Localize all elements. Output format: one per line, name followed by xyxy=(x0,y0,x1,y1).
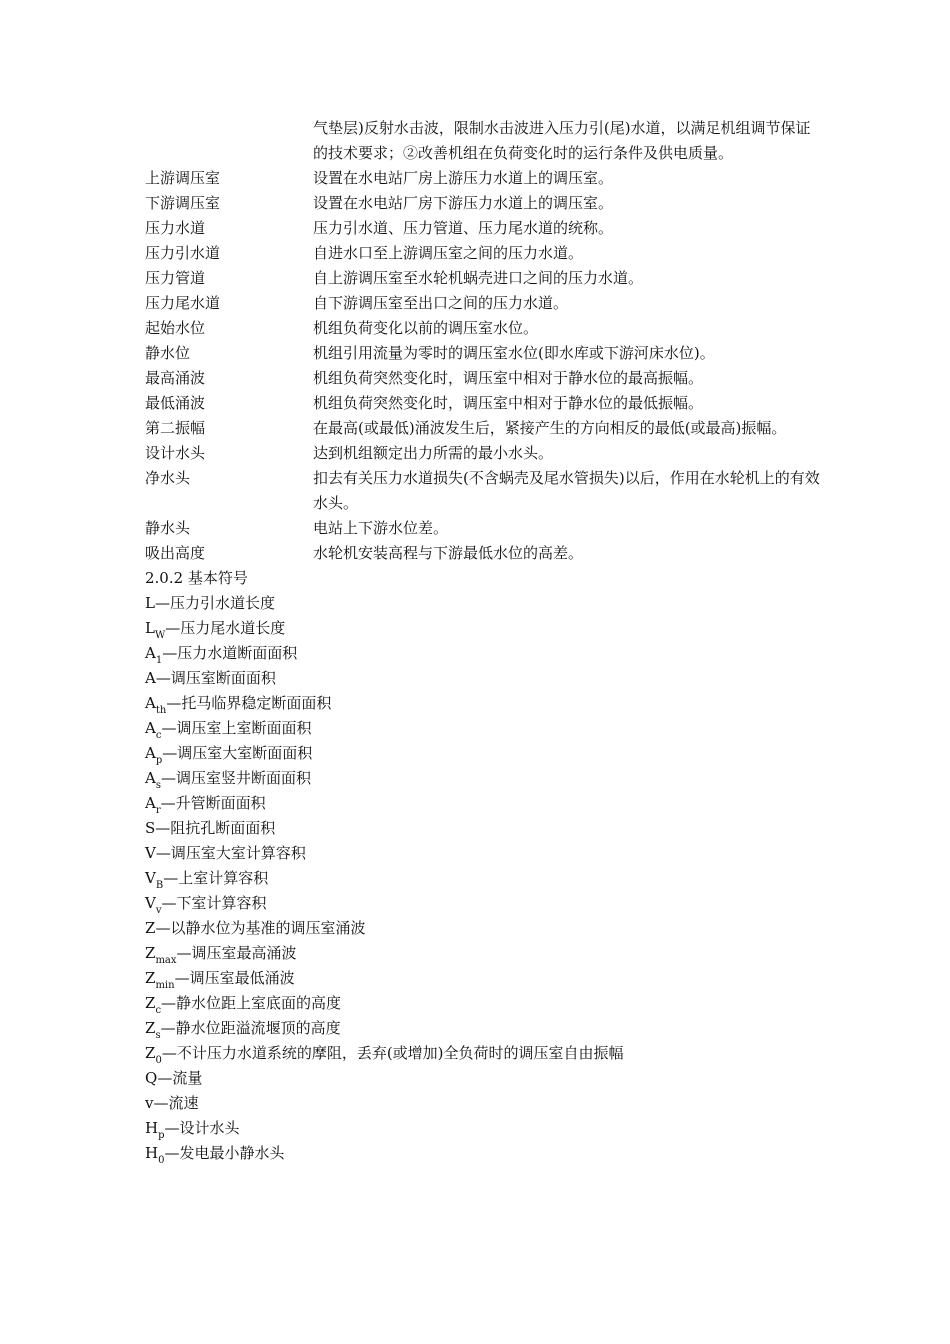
term-definition: 设置在水电站厂房下游压力水道上的调压室。 xyxy=(313,194,614,212)
symbol-description: —设计水头 xyxy=(164,1119,240,1137)
term-name: 压力引水道 xyxy=(145,244,221,262)
term-name: 压力管道 xyxy=(145,269,206,287)
term-name: 设计水头 xyxy=(145,444,206,462)
term-definition: 机组负荷突然变化时，调压室中相对于静水位的最高振幅。 xyxy=(313,369,704,387)
term-name: 净水头 xyxy=(145,469,191,487)
symbol-letter: L xyxy=(145,619,155,637)
symbol-letter: V xyxy=(145,844,156,862)
term-definition: 在最高(或最低)涌波发生后，紧接产生的方向相反的最低(或最高)振幅。 xyxy=(313,419,787,437)
symbol-list xyxy=(145,591,825,1166)
term-name: 静水头 xyxy=(145,519,191,537)
symbol-row xyxy=(145,916,825,941)
symbol-subscript: 0 xyxy=(158,1155,165,1166)
section-title: 2.0.2 基本符号 xyxy=(145,569,248,587)
symbol-subscript: W xyxy=(154,630,166,641)
term-row xyxy=(145,166,825,191)
symbol-description: —下室计算容积 xyxy=(161,894,267,912)
symbol-description: —调压室大室计算容积 xyxy=(155,844,306,862)
symbol-letter: H xyxy=(145,1119,159,1137)
term-row xyxy=(145,391,825,416)
symbol-description: —压力尾水道长度 xyxy=(165,619,286,637)
symbol-letter: A xyxy=(145,744,156,762)
symbol-row xyxy=(145,1116,825,1141)
symbol-row xyxy=(145,1091,825,1116)
symbol-subscript: r xyxy=(155,805,161,816)
symbol-letter: A xyxy=(145,694,156,712)
symbol-description: —压力水道断面面积 xyxy=(162,644,298,662)
symbol-description: —流量 xyxy=(157,1069,203,1087)
symbol-row xyxy=(145,666,825,691)
symbol-description: —调压室大室断面面积 xyxy=(162,744,313,762)
symbol-subscript: c xyxy=(155,1005,162,1016)
term-name: 下游调压室 xyxy=(145,194,221,212)
term-name: 起始水位 xyxy=(145,319,206,337)
symbol-row xyxy=(145,1016,825,1041)
symbol-subscript: c xyxy=(155,730,162,741)
symbol-letter: A xyxy=(145,794,156,812)
symbol-letter: A xyxy=(145,669,156,687)
symbol-subscript: max xyxy=(155,955,177,966)
term-definition: 自下游调压室至出口之间的压力水道。 xyxy=(313,294,569,312)
symbol-row xyxy=(145,741,825,766)
term-name: 最低涌波 xyxy=(145,394,206,412)
symbol-row xyxy=(145,591,825,616)
term-definition: 机组负荷突然变化时，调压室中相对于静水位的最低振幅。 xyxy=(313,394,704,412)
term-name: 吸出高度 xyxy=(145,544,206,562)
symbol-row xyxy=(145,791,825,816)
term-definition-list xyxy=(145,166,825,566)
term-definition: 扣去有关压力水道损失(不含蜗壳及尾水管损失)以后，作用在水轮机上的有效水头。 xyxy=(313,469,820,512)
term-row xyxy=(145,541,825,566)
symbol-subscript: th xyxy=(155,705,167,716)
term-definition: 机组负荷变化以前的调压室水位。 xyxy=(313,319,539,337)
symbol-letter: Z xyxy=(145,969,156,987)
symbol-row xyxy=(145,1066,825,1091)
symbol-row xyxy=(145,766,825,791)
term-definition: 达到机组额定出力所需的最小水头。 xyxy=(313,444,554,462)
term-row xyxy=(145,191,825,216)
term-row xyxy=(145,266,825,291)
term-row xyxy=(145,516,825,541)
term-row xyxy=(145,341,825,366)
symbol-description: —升管断面面积 xyxy=(160,794,266,812)
symbol-letter: Z xyxy=(145,994,156,1012)
term-row xyxy=(145,316,825,341)
symbol-description: —调压室最高涌波 xyxy=(176,944,297,962)
symbol-description: —以静水位为基准的调压室涌波 xyxy=(155,919,366,937)
symbol-letter: A xyxy=(145,644,156,662)
symbol-description: —调压室最低涌波 xyxy=(174,969,295,987)
symbol-row xyxy=(145,941,825,966)
symbol-description: —不计压力水道系统的摩阻，丢弃(或增加)全负荷时的调压室自由振幅 xyxy=(161,1044,624,1062)
symbol-row xyxy=(145,616,825,641)
symbol-row xyxy=(145,691,825,716)
symbol-row xyxy=(145,816,825,841)
symbol-subscript: s xyxy=(155,1030,161,1041)
symbol-letter: H xyxy=(145,1144,159,1162)
symbol-description: —上室计算容积 xyxy=(163,869,269,887)
term-row xyxy=(145,291,825,316)
term-name: 上游调压室 xyxy=(145,169,221,187)
symbol-row xyxy=(145,1041,825,1066)
symbol-subscript: B xyxy=(155,880,164,891)
symbol-row xyxy=(145,641,825,666)
symbol-letter: Q xyxy=(145,1069,158,1087)
symbol-letter: V xyxy=(145,869,156,887)
symbol-row xyxy=(145,841,825,866)
symbol-description: —托马临界稳定断面面积 xyxy=(166,694,332,712)
term-name: 静水位 xyxy=(145,344,191,362)
symbol-letter: V xyxy=(145,894,156,912)
symbol-row xyxy=(145,1141,825,1166)
symbol-subscript: 1 xyxy=(155,655,163,666)
symbol-subscript: min xyxy=(155,980,175,991)
symbol-description: —调压室断面面积 xyxy=(155,669,276,687)
symbol-subscript: s xyxy=(155,780,161,791)
term-definition: 机组引用流量为零时的调压室水位(即水库或下游河床水位)。 xyxy=(313,344,715,362)
term-row xyxy=(145,366,825,391)
term-definition: 设置在水电站厂房上游压力水道上的调压室。 xyxy=(313,169,614,187)
symbol-row xyxy=(145,966,825,991)
symbol-description: —压力引水道长度 xyxy=(154,594,275,612)
symbol-letter: v xyxy=(145,1094,154,1112)
symbol-subscript: v xyxy=(155,905,162,916)
term-definition: 电站上下游水位差。 xyxy=(313,519,449,537)
term-name: 最高涌波 xyxy=(145,369,206,387)
symbol-row xyxy=(145,716,825,741)
term-row xyxy=(145,241,825,266)
term-row xyxy=(145,441,825,466)
symbol-letter: Z xyxy=(145,919,156,937)
symbol-letter: Z xyxy=(145,1044,156,1062)
symbol-description: —静水位距溢流堰顶的高度 xyxy=(160,1019,341,1037)
symbol-subscript: p xyxy=(158,1130,165,1141)
symbol-description: —阻抗孔断面面积 xyxy=(155,819,276,837)
term-row xyxy=(145,416,825,441)
term-row xyxy=(145,216,825,241)
term-name: 压力水道 xyxy=(145,219,206,237)
symbol-row xyxy=(145,991,825,1016)
symbol-description: —发电最小静水头 xyxy=(164,1144,285,1162)
symbol-subscript: p xyxy=(155,755,163,766)
symbol-row xyxy=(145,891,825,916)
term-definition: 水轮机安装高程与下游最低水位的高差。 xyxy=(313,544,584,562)
symbol-subscript: 0 xyxy=(155,1055,162,1066)
term-name: 第二振幅 xyxy=(145,419,206,437)
term-row xyxy=(145,466,825,516)
symbol-letter: S xyxy=(145,819,156,837)
term-definition: 自进水口至上游调压室之间的压力水道。 xyxy=(313,244,584,262)
symbol-description: —静水位距上室底面的高度 xyxy=(161,994,342,1012)
symbol-description: —调压室竖井断面面积 xyxy=(160,769,311,787)
symbol-description: —调压室上室断面面积 xyxy=(161,719,312,737)
symbol-letter: A xyxy=(145,719,156,737)
continuation-paragraph: 气垫层)反射水击波，限制水击波进入压力引(尾)水道，以满足机组调节保证的技术要求；②改善机组在负荷变化时的运行条件及供电质量。 xyxy=(313,119,811,162)
symbol-description: —流速 xyxy=(153,1094,199,1112)
symbol-letter: Z xyxy=(145,944,156,962)
symbol-letter: A xyxy=(145,769,156,787)
term-name: 压力尾水道 xyxy=(145,294,221,312)
term-definition: 压力引水道、压力管道、压力尾水道的统称。 xyxy=(313,219,614,237)
document-page xyxy=(145,116,825,1166)
symbol-row xyxy=(145,866,825,891)
symbol-letter: Z xyxy=(145,1019,156,1037)
term-definition: 自上游调压室至水轮机蜗壳进口之间的压力水道。 xyxy=(313,269,644,287)
symbol-letter: L xyxy=(145,594,155,612)
